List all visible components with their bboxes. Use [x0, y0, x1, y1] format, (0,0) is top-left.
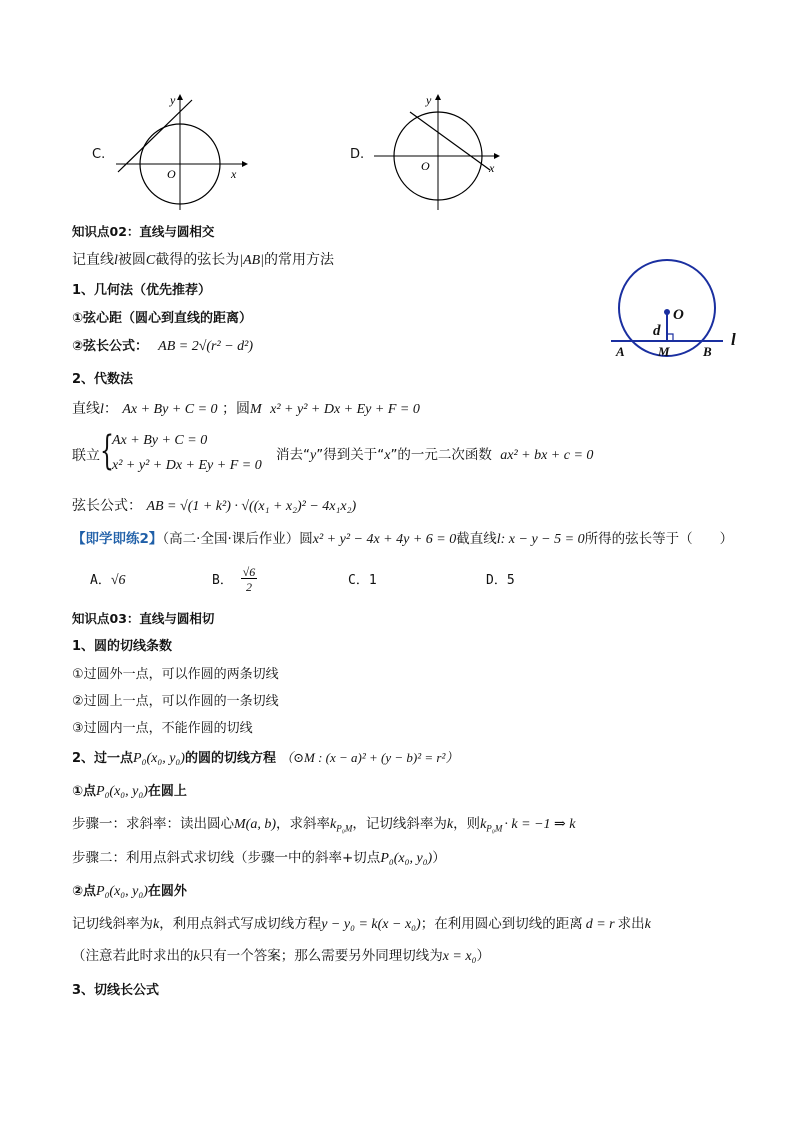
case-on-circle: ①点P₀(x₀, y₀)在圆上: [72, 784, 187, 799]
origin-label: O: [421, 159, 430, 173]
y-arrow-icon: [177, 94, 183, 100]
outside-method: 记切线斜率为k，利用点斜式写成切线方程y − y₀ = k(x − x₀)；在利用圆心到切线的距离 d = r 求出k: [72, 916, 651, 932]
step-two: 步骤二：利用点斜式求切线（步骤一中的斜率+切点P₀(x₀, y₀)）: [72, 850, 446, 866]
y-label: y: [170, 93, 176, 107]
option-c-label: C.: [92, 147, 106, 162]
quadratic-equation: ax² + bx + c = 0: [500, 448, 594, 463]
x-arrow-icon: [494, 153, 500, 159]
option-c[interactable]: C．1: [348, 573, 377, 588]
method1-title: 1、几何法（优先推荐）: [72, 283, 212, 298]
circle-equation: x² + y² + Dx + Ey + F = 0: [270, 402, 420, 417]
case-outside-circle: ②点P₀(x₀, y₀)在圆外: [72, 884, 187, 899]
option-c-figure: [110, 92, 250, 217]
option-b[interactable]: B． $\frac{√6}{2}$: [212, 565, 256, 594]
system-eq1: Ax + By + C = 0: [112, 433, 208, 448]
distance-label: d: [653, 323, 661, 339]
line-equation: Ax + By + C = 0: [122, 402, 218, 417]
system-eq2: x² + y² + Dx + Ey + F = 0: [112, 458, 262, 473]
y-label: y: [426, 93, 432, 107]
chord-formula-geometric: AB = 2√(r² − d²): [158, 339, 254, 354]
point-a-label: A: [616, 344, 625, 359]
origin-label: O: [167, 167, 176, 181]
system-brace: {: [100, 428, 114, 474]
section-title-03: 知识点03：直线与圆相切: [72, 611, 215, 626]
option-d[interactable]: D．5: [486, 573, 515, 588]
x-label: x: [489, 161, 495, 175]
section-title-02: 知识点02：直线与圆相交: [72, 224, 215, 239]
method2-title: 2、代数法: [72, 372, 134, 387]
tangent-circle-equation: （⊙M : (x − a)² + (y − b)² = r²）: [280, 750, 459, 765]
chord-formula-algebraic: AB = √(1 + k²) · √((x₁ + x₂)² − 4x₁x₂): [146, 499, 357, 514]
practice-line: l: x − y − 5 = 0: [496, 532, 585, 547]
method1-item2: ②弦长公式： AB = 2√(r² − d²): [72, 339, 254, 354]
chord-figure: [605, 258, 755, 363]
tangent-count-item-1: ①过圆外一点，可以作圆的两条切线: [72, 667, 279, 682]
lianli-label: 联立: [72, 448, 100, 464]
practice-question: 【即学即练2】（高二·全国·课后作业）圆x² + y² − 4x + 4y + 6 = 0截直线l: x − y − 5 = 0所得的弦长等于（ ）: [72, 531, 734, 547]
eliminate-text: 消去“y”得到关于“x”的一元二次函数 ax² + bx + c = 0: [276, 447, 594, 463]
x-arrow-icon: [242, 161, 248, 167]
practice-tag: 【即学即练2】: [72, 531, 163, 547]
tangent-count-title: 1、圆的切线条数: [72, 639, 173, 654]
center-point: [664, 309, 670, 315]
option-a[interactable]: A．√6: [90, 573, 126, 588]
option-b-denominator: 2: [245, 580, 252, 594]
chord-formula-algebraic-row: 弦长公式： AB = √(1 + k²) · √((x₁ + x₂)² − 4x₁x₂): [72, 498, 357, 514]
practice-circle: x² + y² − 4x + 4y + 6 = 0: [312, 532, 457, 547]
outside-note: （注意若此时求出的k只有一个答案；那么需要另外同理切线为x = x₀）: [72, 948, 490, 964]
x-label: x: [231, 167, 237, 181]
line-label: l: [731, 330, 736, 349]
step-one: 步骤一：求斜率：读出圆心M(a, b)，求斜率$k_{P_0M}$，记切线斜率为k，则$k_{P_0M} \cdot k = -1$ ⇒ k: [72, 816, 576, 834]
option-d-label: D.: [350, 147, 365, 162]
center-label: O: [673, 307, 684, 323]
chord-intro: 记直线l被圆C截得的弦长为|AB|的常用方法: [72, 252, 335, 268]
option-d-figure: [368, 92, 508, 217]
point-m-label: M: [658, 344, 670, 359]
y-arrow-icon: [435, 94, 441, 100]
option-b-numerator: √6: [242, 565, 256, 579]
tangent-equation-title: 2、过一点P₀(x₀, y₀)的圆的切线方程 （⊙M : (x − a)² + (y − b)² = r²）: [72, 750, 459, 766]
method1-item1: ①弦心距（圆心到直线的距离）: [72, 311, 253, 326]
tangent-count-item-2: ②过圆上一点，可以作圆的一条切线: [72, 694, 279, 709]
line-circle-def: 直线l： Ax + By + C = 0 ；圆M x² + y² + Dx + Ey + F = 0: [72, 401, 420, 417]
tangent-count-item-3: ③过圆内一点，不能作圆的切线: [72, 721, 253, 736]
tangent-line: [118, 100, 192, 172]
point-b-label: B: [703, 344, 712, 359]
tangent-length-title: 3、切线长公式: [72, 983, 160, 998]
